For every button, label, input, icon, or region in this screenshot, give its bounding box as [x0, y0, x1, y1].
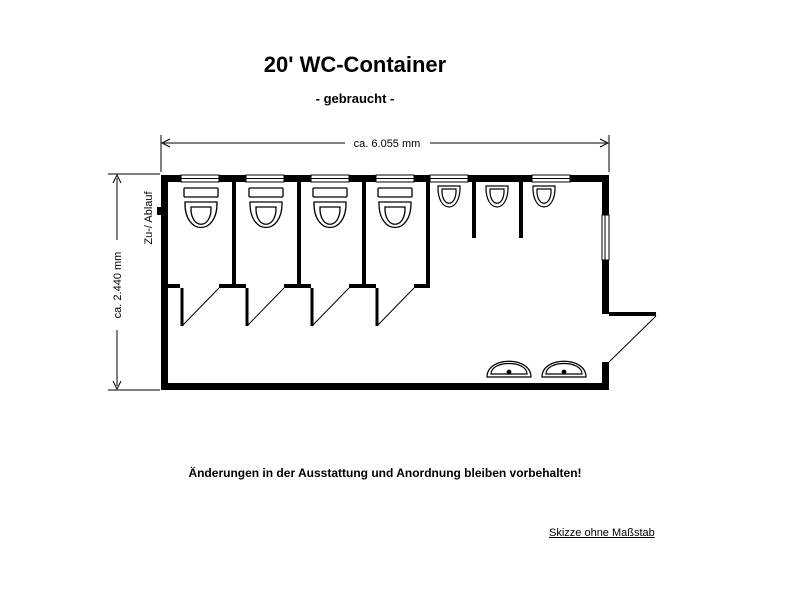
drain-label: Zu-/ Ablauf [143, 191, 155, 245]
side-window [602, 215, 609, 260]
diagram-subtitle: - gebraucht - [315, 91, 395, 106]
sink-icon [487, 361, 586, 377]
entrance-door [609, 314, 656, 362]
disclaimer-note: Änderungen in der Ausstattung und Anordnung bleiben vorbehalten! [188, 466, 582, 480]
width-label: ca. 6.055 mm [353, 138, 421, 150]
diagram-title: 20' WC-Container [263, 52, 447, 77]
cabin-partitions [168, 182, 430, 288]
cabin-doors [182, 288, 414, 326]
height-label: ca. 2.440 mm [112, 251, 124, 319]
urinal-icon [438, 186, 555, 207]
scale-note: Skizze ohne Maßstab [549, 527, 655, 539]
